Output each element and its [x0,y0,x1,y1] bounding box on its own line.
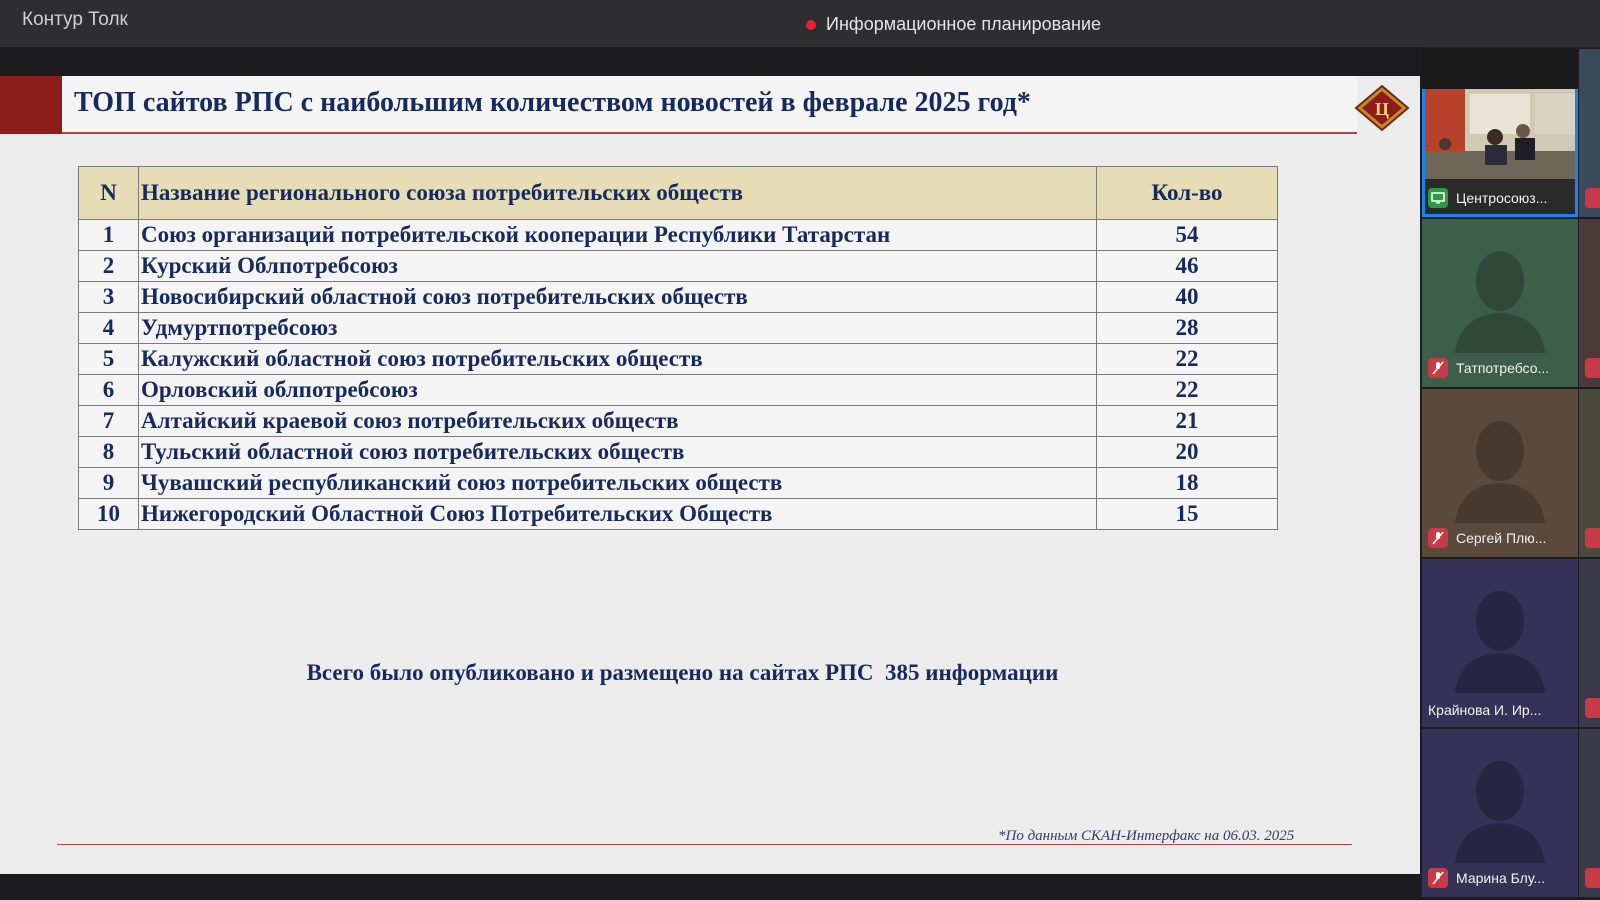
source-footnote: *По данным СКАН-Интерфакс на 06.03. 2025 [998,828,1295,844]
row-count: 28 [1097,313,1278,344]
table-row [79,313,1278,344]
row-name: Алтайский краевой союз потребительских обществ [139,406,1097,437]
row-name: Орловский облпотребсоюз [139,375,1097,406]
row-name: Нижегородский Областной Союз Потребительских Обществ [139,499,1097,530]
mic-off-icon [1428,358,1448,378]
mic-off-icon [1585,528,1600,548]
app-title: Контур Толк [22,9,128,30]
title-accent-band [0,76,62,134]
participant-tile-partial[interactable] [1579,389,1600,557]
mic-off-icon [1428,868,1448,888]
participant-name: Марина Блу... [1456,870,1546,886]
mic-off-icon [1428,528,1448,548]
row-count: 20 [1097,437,1278,468]
header-name: Название регионального союза потребительских обществ [139,167,1097,220]
row-name: Курский Облпотребсоюз [139,251,1097,282]
shared-slide [0,76,1420,874]
participant-label [1428,528,1546,548]
row-count: 15 [1097,499,1278,530]
table-row [79,344,1278,375]
table-row [79,375,1278,406]
table-header-row [79,167,1278,220]
svg-text:Ц: Ц [1374,99,1390,119]
row-number: 2 [79,251,139,282]
table-row [79,468,1278,499]
recording-dot-icon [806,20,816,30]
row-number: 1 [79,220,139,251]
row-count: 54 [1097,220,1278,251]
participant-name: Крайнова И. Ир... [1428,702,1542,718]
table-row [79,220,1278,251]
table-row [79,251,1278,282]
row-count: 22 [1097,375,1278,406]
footer-divider [57,844,1352,845]
row-number: 6 [79,375,139,406]
row-name: Союз организаций потребительской кооперации Республики Татарстан [139,220,1097,251]
avatar-silhouette-icon [1455,413,1545,523]
header-count: Кол-во [1097,167,1278,220]
participant-tile-partial[interactable] [1579,219,1600,387]
screen-share-icon [1428,188,1448,208]
row-number: 7 [79,406,139,437]
participant-name: Центросоюз... [1456,190,1548,206]
meeting-title-group [806,14,1101,35]
avatar-silhouette-icon [1455,583,1545,693]
row-number: 3 [79,282,139,313]
meeting-title: Информационное планирование [826,14,1102,34]
participants-panel [1420,47,1600,900]
row-name: Чувашский республиканский союз потребительских обществ [139,468,1097,499]
row-number: 10 [79,499,139,530]
row-name: Новосибирский областной союз потребительских обществ [139,282,1097,313]
table-row [79,282,1278,313]
mic-off-icon [1585,868,1600,888]
row-number: 9 [79,468,139,499]
participant-tile-partial[interactable] [1579,49,1600,217]
row-name: Калужский областной союз потребительских обществ [139,344,1097,375]
top-bar [0,0,1600,47]
participant-name: Сергей Плю... [1456,530,1547,546]
mic-off-icon [1585,188,1600,208]
avatar-silhouette-icon [1455,753,1545,863]
participant-label [1428,358,1549,378]
participant-tile[interactable] [1422,559,1578,727]
row-count: 22 [1097,344,1278,375]
participant-label [1428,868,1545,888]
row-count: 46 [1097,251,1278,282]
table-row [79,406,1278,437]
row-count: 40 [1097,282,1278,313]
participant-label [1428,702,1541,718]
row-number: 5 [79,344,139,375]
summary-text: Всего было опубликовано и размещено на сайтах РПС 385 информации [306,660,1059,685]
cooperative-logo-icon [1354,84,1410,132]
header-n: N [79,167,139,220]
conference-room-video-icon [1425,89,1575,179]
video-frame-top [1422,49,1578,89]
row-name: Тульский областной союз потребительских обществ [139,437,1097,468]
participant-label [1428,188,1547,208]
row-number: 4 [79,313,139,344]
row-number: 8 [79,437,139,468]
slide-title: ТОП сайтов РПС с наибольшим количеством новостей в феврале 2025 год* [74,87,1031,118]
avatar-silhouette-icon [1455,243,1545,353]
bottom-bar [0,874,1420,900]
participant-name: Татпотребсо... [1456,360,1550,376]
participant-tile-partial[interactable] [1579,559,1600,727]
mic-off-icon [1585,358,1600,378]
row-name: Удмуртпотребсоюз [139,313,1097,344]
participant-tile[interactable] [1422,219,1578,387]
table-row [79,437,1278,468]
table-row [79,499,1278,530]
row-count: 21 [1097,406,1278,437]
participant-tile[interactable] [1422,729,1578,897]
mic-off-icon [1585,698,1600,718]
ranking-table [78,166,1278,530]
row-count: 18 [1097,468,1278,499]
participant-tile[interactable] [1422,389,1578,557]
title-divider [62,132,1357,134]
participant-tile[interactable] [1422,49,1578,217]
participant-tile-partial[interactable] [1579,729,1600,897]
